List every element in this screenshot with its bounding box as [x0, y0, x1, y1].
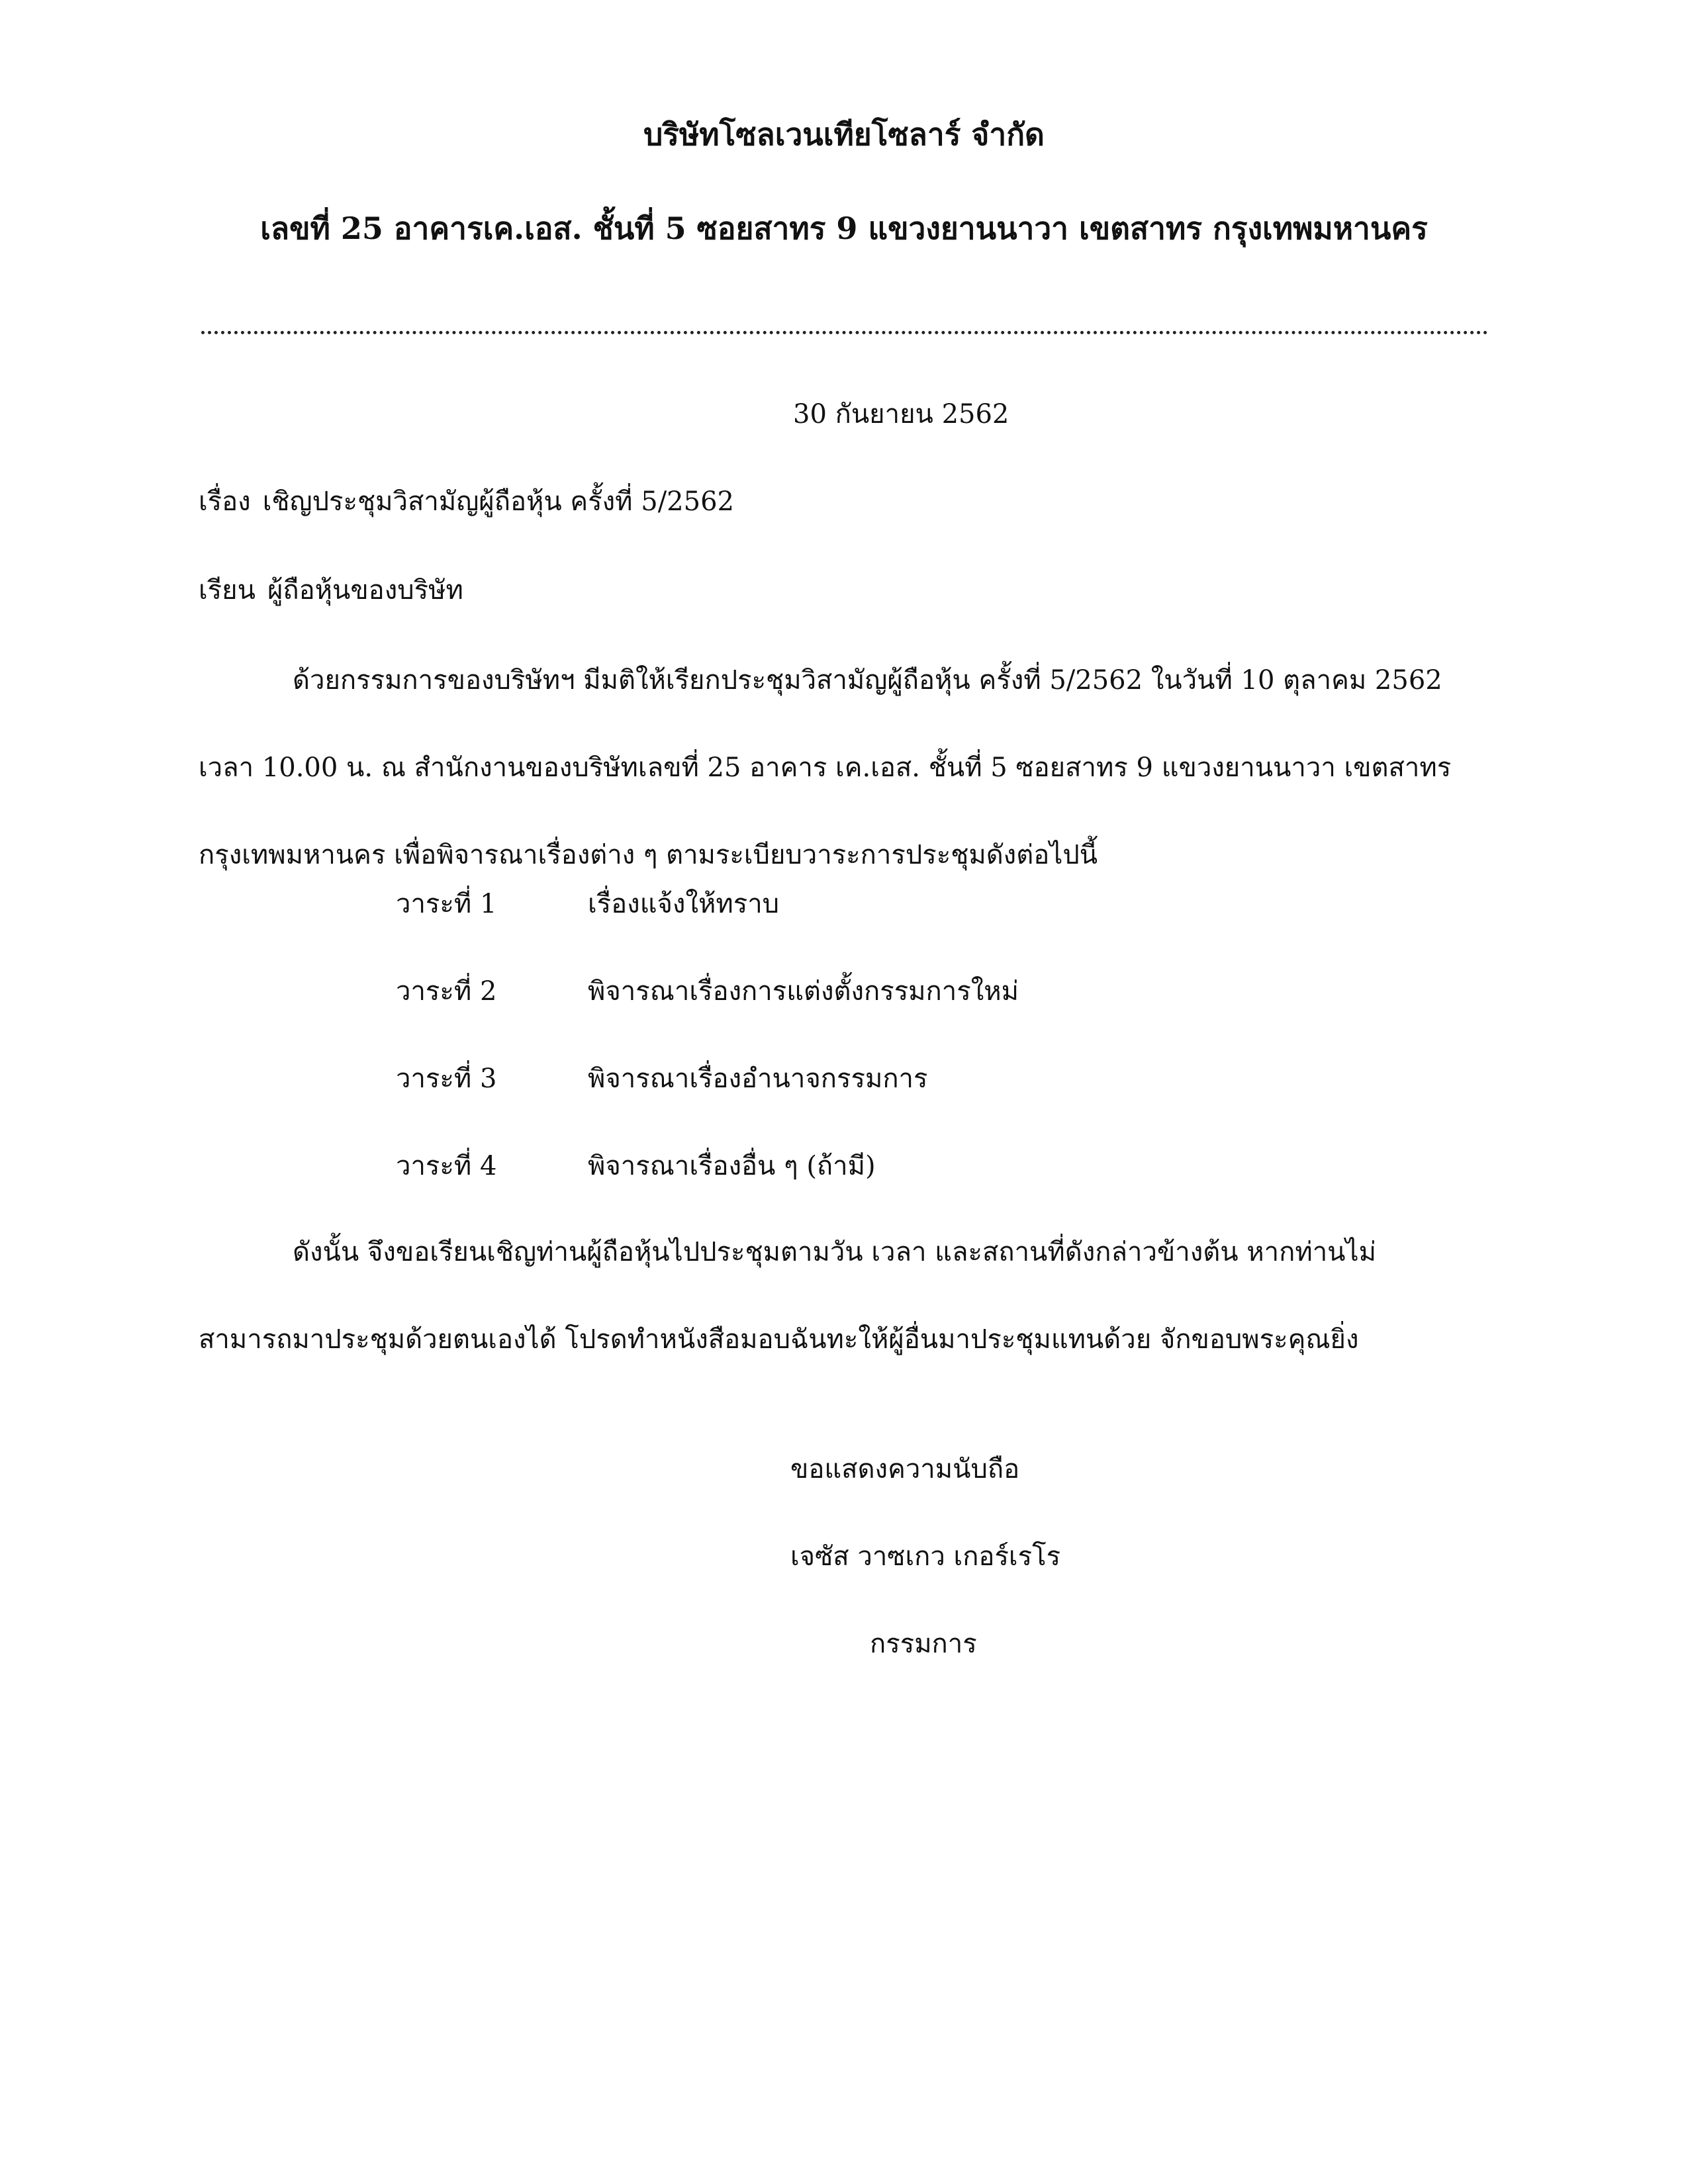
signer-name: เจซัส วาซเกว เกอร์เรโร	[790, 1541, 1061, 1572]
agenda-number: วาระที่ 1	[396, 889, 497, 919]
agenda-text: พิจารณาเรื่องอื่น ๆ (ถ้ามี)	[588, 1151, 876, 1181]
paragraph-line: สามารถมาประชุมด้วยตนเองได้ โปรดทำหนังสือมอบฉันทะให้ผู้อื่นมาประชุมแทนด้วย จักขอบพระคุณยิ่ง	[199, 1324, 1359, 1355]
subject-line	[199, 482, 734, 522]
agenda-item	[0, 948, 1688, 1035]
company-address: เลขที่ 25 อาคารเค.เอส. ชั้นที่ 5 ซอยสาทร 9 แขวงยานนาวา เขตสาทร กรุงเทพมหานคร	[260, 210, 1428, 246]
agenda-number: วาระที่ 3	[396, 1064, 497, 1094]
salutation-line	[199, 570, 463, 610]
subject-text: เชิญประชุมวิสามัญผู้ถือหุ้น ครั้งที่ 5/2562	[262, 486, 734, 517]
agenda-text: เรื่องแจ้งให้ทราบ	[588, 889, 780, 919]
paragraph-line: ดังนั้น จึงขอเรียนเชิญท่านผู้ถือหุ้นไปประชุมตามวัน เวลา และสถานที่ดังกล่าวข้างต้น หากท่านไม่	[293, 1237, 1376, 1267]
salutation-label: เรียน	[199, 575, 256, 606]
paragraph-line: เวลา 10.00 น. ณ สำนักงานของบริษัทเลขที่ 25 อาคาร เค.เอส. ชั้นที่ 5 ซอยสาทร 9 แขวงยานนาวา เขตสาทร	[199, 752, 1452, 783]
agenda-number: วาระที่ 4	[396, 1151, 497, 1181]
agenda-text: พิจารณาเรื่องอำนาจกรรมการ	[588, 1064, 928, 1094]
body-paragraph-2	[199, 1208, 1376, 1383]
agenda-number: วาระที่ 2	[396, 976, 497, 1007]
agenda-item	[0, 860, 1688, 948]
signer-position: กรรมการ	[870, 1629, 977, 1659]
salutation-text: ผู้ถือหุ้นของบริษัท	[267, 575, 463, 606]
agenda-item	[0, 1122, 1688, 1210]
agenda-item	[0, 1035, 1688, 1122]
letter-date: 30 กันยายน 2562	[793, 399, 1009, 430]
paragraph-line: ด้วยกรรมการของบริษัทฯ มีมติให้เรียกประชุมวิสามัญผู้ถือหุ้น ครั้งที่ 5/2562 ในวันที่ 10 ตุลาคม 2562	[293, 665, 1442, 696]
body-paragraph-1	[199, 637, 1451, 899]
paragraph-line: กรุงเทพมหานคร เพื่อพิจารณาเรื่องต่าง ๆ ตามระเบียบวาระการประชุมดังต่อไปนี้	[199, 840, 1098, 870]
agenda-text: พิจารณาเรื่องการแต่งตั้งกรรมการใหม่	[588, 976, 1019, 1007]
company-name: บริษัทโซลเวนเทียโซลาร์ จำกัด	[643, 116, 1045, 152]
subject-label: เรื่อง	[199, 486, 251, 517]
closing-regards: ขอแสดงความนับถือ	[790, 1454, 1020, 1484]
dotted-divider	[201, 331, 1488, 334]
